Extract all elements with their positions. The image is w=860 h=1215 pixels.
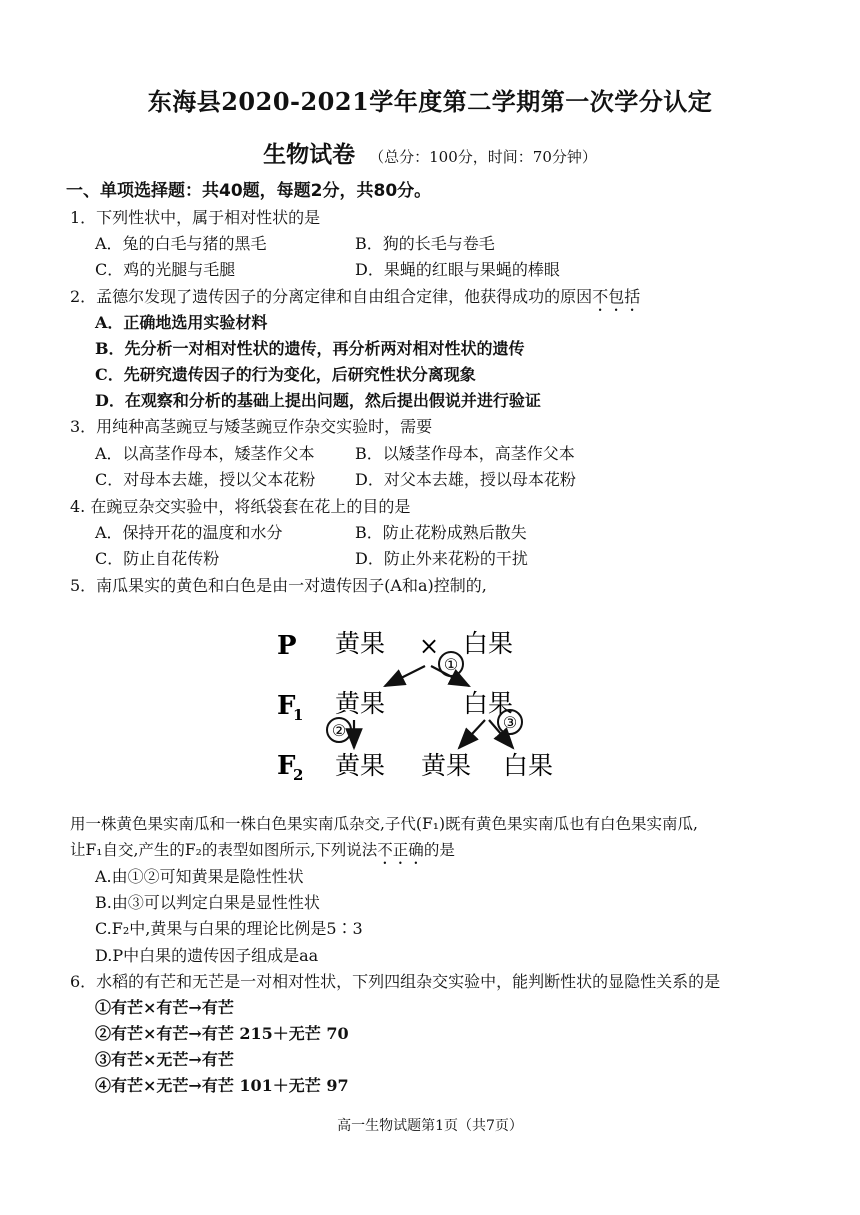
- q4-option-a: A．保持开花的温度和水分: [95, 523, 283, 542]
- q6-stem: 6．水稻的有芒和无芒是一对相对性状，下列四组杂交实验中，能判断性状的显隐性关系的是: [70, 972, 721, 991]
- q6-item-4: ④有芒×无芒→有芒 101＋无芒 97: [95, 1076, 349, 1095]
- q2-stem-emphasis: 不包括: [592, 287, 641, 306]
- q5-para2-tail: 的是: [423, 841, 455, 859]
- q2-option-b: B．先分析一对相对性状的遗传，再分析两对相对性状的遗传: [95, 339, 525, 358]
- q1-option-a: A．兔的白毛与猪的黑毛: [95, 234, 267, 253]
- label-f2-sub: 2: [293, 766, 304, 784]
- q5-option-c: C.F₂中,黄果与白果的理论比例是5∶3: [95, 919, 363, 938]
- f2-yellow-1: 黄果: [335, 751, 386, 780]
- exam-meta: （总分：100分，时间：70分钟）: [369, 148, 597, 166]
- q2-option-d: D．在观察和分析的基础上提出问题，然后提出假说并进行验证: [95, 391, 541, 410]
- q6-item-3: ③有芒×无芒→有芒: [95, 1050, 234, 1069]
- label-p: P: [277, 631, 297, 661]
- inheritance-diagram: [265, 618, 575, 790]
- f2-white: 白果: [503, 751, 554, 780]
- q2-option-c: C．先研究遗传因子的行为变化，后研究性状分离现象: [95, 365, 476, 384]
- label-f1-sub: 1: [293, 706, 304, 724]
- q5-para2-emphasis: 不正确: [377, 841, 424, 859]
- subject-name: 生物试卷: [263, 141, 356, 168]
- q3-option-b: B．以矮茎作母本，高茎作父本: [355, 444, 575, 463]
- arrow-to-f2-yellow-right: [459, 720, 485, 748]
- mark-1: ①: [443, 655, 459, 674]
- f2-yellow-2: 黄果: [421, 751, 472, 780]
- q1-option-d: D．果蝇的红眼与果蝇的棒眼: [355, 260, 560, 279]
- q3-option-a: A．以高茎作母本，矮茎作父本: [95, 444, 315, 463]
- arrow-to-f1-yellow: [385, 666, 425, 686]
- q4-option-d: D．防止外来花粉的干扰: [355, 549, 528, 568]
- mark-3: ③: [502, 713, 518, 732]
- exam-title: 东海县2020-2021学年度第二学期第一次学分认定: [147, 87, 713, 116]
- f1-white: 白果: [463, 689, 514, 718]
- q5-option-d: D.P中白果的遗传因子组成是aa: [95, 946, 319, 965]
- page-footer: 高一生物试题第1页（共7页）: [337, 1118, 523, 1134]
- q3-option-c: C．对母本去雄，授以父本花粉: [95, 470, 316, 489]
- label-f2: F: [277, 751, 296, 781]
- mark-2: ②: [331, 721, 347, 740]
- p-white: 白果: [463, 629, 514, 658]
- q4-option-c: C．防止自花传粉: [95, 549, 220, 568]
- q1-option-b: B．狗的长毛与卷毛: [355, 234, 495, 253]
- f1-yellow: 黄果: [335, 689, 386, 718]
- q5-paragraph-1: 用一株黄色果实南瓜和一株白色果实南瓜杂交,子代(F₁)既有黄色果实南瓜也有白色果实南瓜,: [70, 815, 698, 833]
- q5-stem: 5．南瓜果实的黄色和白色是由一对遗传因子(A和a)控制的,: [70, 576, 487, 595]
- q4-option-b: B．防止花粉成熟后散失: [355, 523, 527, 542]
- q3-option-d: D．对父本去雄，授以母本花粉: [355, 470, 576, 489]
- q5-option-b: B.由③可以判定白果是显性性状: [95, 893, 320, 912]
- section-heading: 一、单项选择题：共40题，每题2分，共80分。: [66, 181, 432, 201]
- p-yellow: 黄果: [335, 629, 386, 658]
- label-f1: F: [277, 691, 296, 721]
- q3-stem: 3．用纯种高茎豌豆与矮茎豌豆作杂交实验时，需要: [70, 417, 433, 436]
- q2-option-a: A．正确地选用实验材料: [95, 313, 268, 332]
- exam-subtitle: [0, 136, 860, 169]
- q2-stem-text: 2．孟德尔发现了遗传因子的分离定律和自由组合定律，他获得成功的原因: [70, 287, 593, 306]
- q6-item-1: ①有芒×有芒→有芒: [95, 998, 234, 1017]
- q6-item-2: ②有芒×有芒→有芒 215＋无芒 70: [95, 1024, 349, 1043]
- q5-para2-text: 让F₁自交,产生的F₂的表型如图所示,下列说法: [70, 841, 378, 859]
- q1-option-c: C．鸡的光腿与毛腿: [95, 260, 236, 279]
- q5-option-a: A.由①②可知黄果是隐性性状: [95, 867, 304, 886]
- q1-stem: 1．下列性状中，属于相对性状的是: [70, 208, 321, 227]
- cross-sign: ×: [419, 632, 440, 660]
- q4-stem: 4. 在豌豆杂交实验中，将纸袋套在花上的目的是: [70, 497, 411, 516]
